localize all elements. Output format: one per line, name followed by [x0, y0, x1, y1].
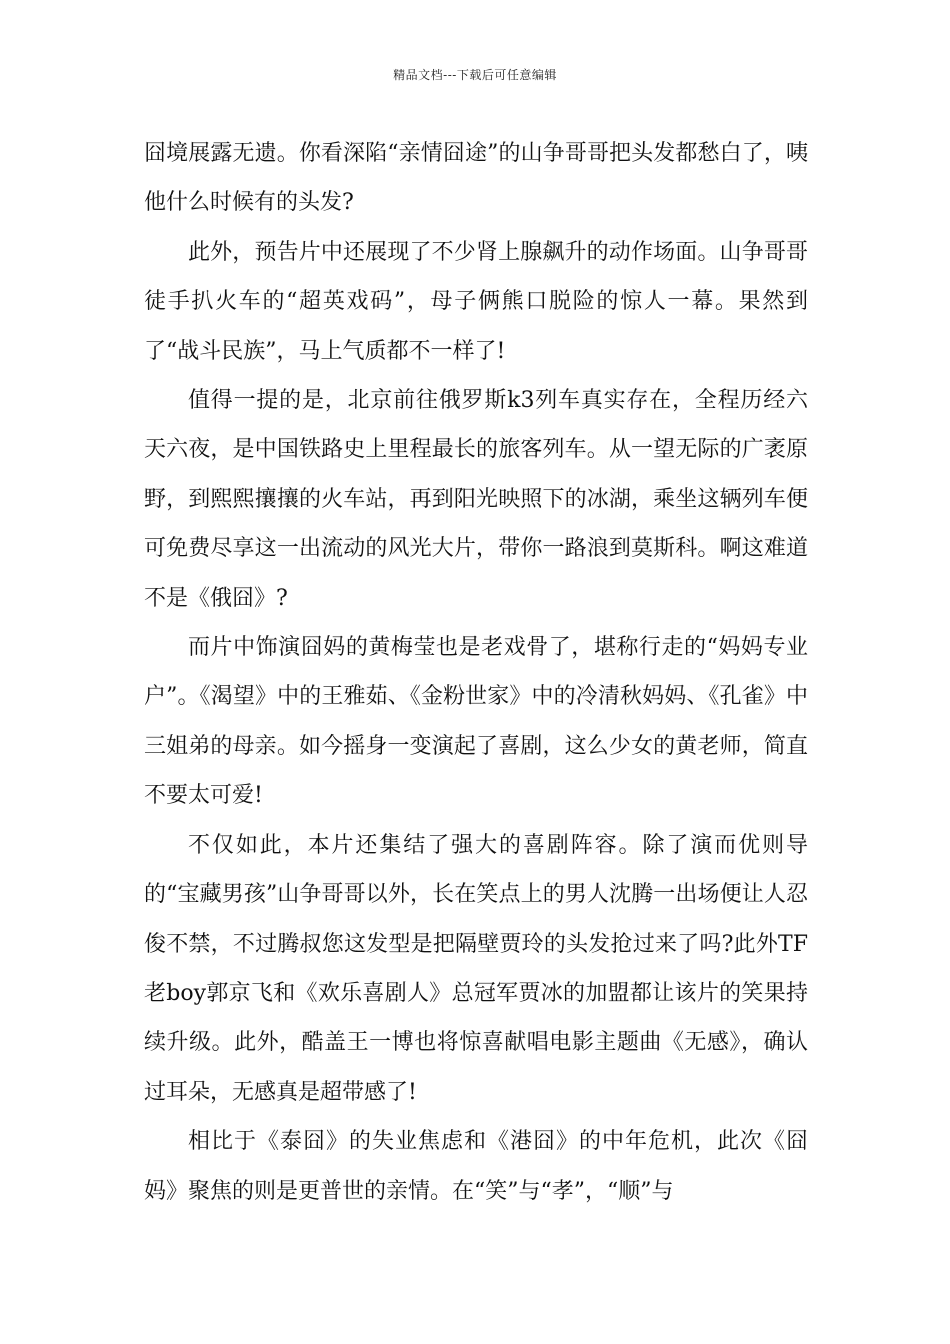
document-body [144, 129, 808, 1216]
paragraph-5: 不仅如此，本片还集结了强大的喜剧阵容。除了演而优则导的“宝藏男孩”山争哥哥以外，长在笑点上的男人沈腾一出场便让人忍俊不禁，不过腾叔您这发型是把隔壁贾玲的头发抢过来了吗?此外TF老boy郭京飞和《欢乐喜剧人》总冠军贾冰的加盟都让该片的笑果持续升级。此外，酷盖王一博也将惊喜献唱电影主题曲《无感》，确认过耳朵，无感真是超带感了! [144, 832, 808, 1105]
paragraph-2: 此外，预告片中还展现了不少肾上腺飙升的动作场面。山争哥哥徒手扒火车的“超英戏码”，母子俩熊口脱险的惊人一幕。果然到了“战斗民族”，马上气质都不一样了! [144, 239, 808, 364]
paragraph-3: 值得一提的是，北京前往俄罗斯k3列车真实存在，全程历经六天六夜，是中国铁路史上里程最长的旅客列车。从一望无际的广袤原野，到熙熙攘攘的火车站，再到阳光映照下的冰湖，乘坐这辆列车便可免费尽享这一出流动的风光大片，带你一路浪到莫斯科。啊这难道不是《俄囧》? [144, 388, 808, 611]
page-header: 精品文档---下载后可任意编辑 [393, 68, 557, 82]
paragraph-6: 相比于《泰囧》的失业焦虑和《港囧》的中年危机，此次《囧妈》聚焦的则是更普世的亲情。在“笑”与“孝”，“顺”与 [144, 1129, 808, 1204]
paragraph-4: 而片中饰演囧妈的黄梅莹也是老戏骨了，堪称行走的“妈妈专业户”。《渴望》中的王雅茹、《金粉世家》中的冷清秋妈妈、《孔雀》中三姐弟的母亲。如今摇身一变演起了喜剧，这么少女的黄老师，简直不要太可爱! [144, 635, 808, 809]
paragraph-1: 囧境展露无遗。你看深陷“亲情囧途”的山争哥哥把头发都愁白了，咦他什么时候有的头发? [144, 141, 808, 216]
